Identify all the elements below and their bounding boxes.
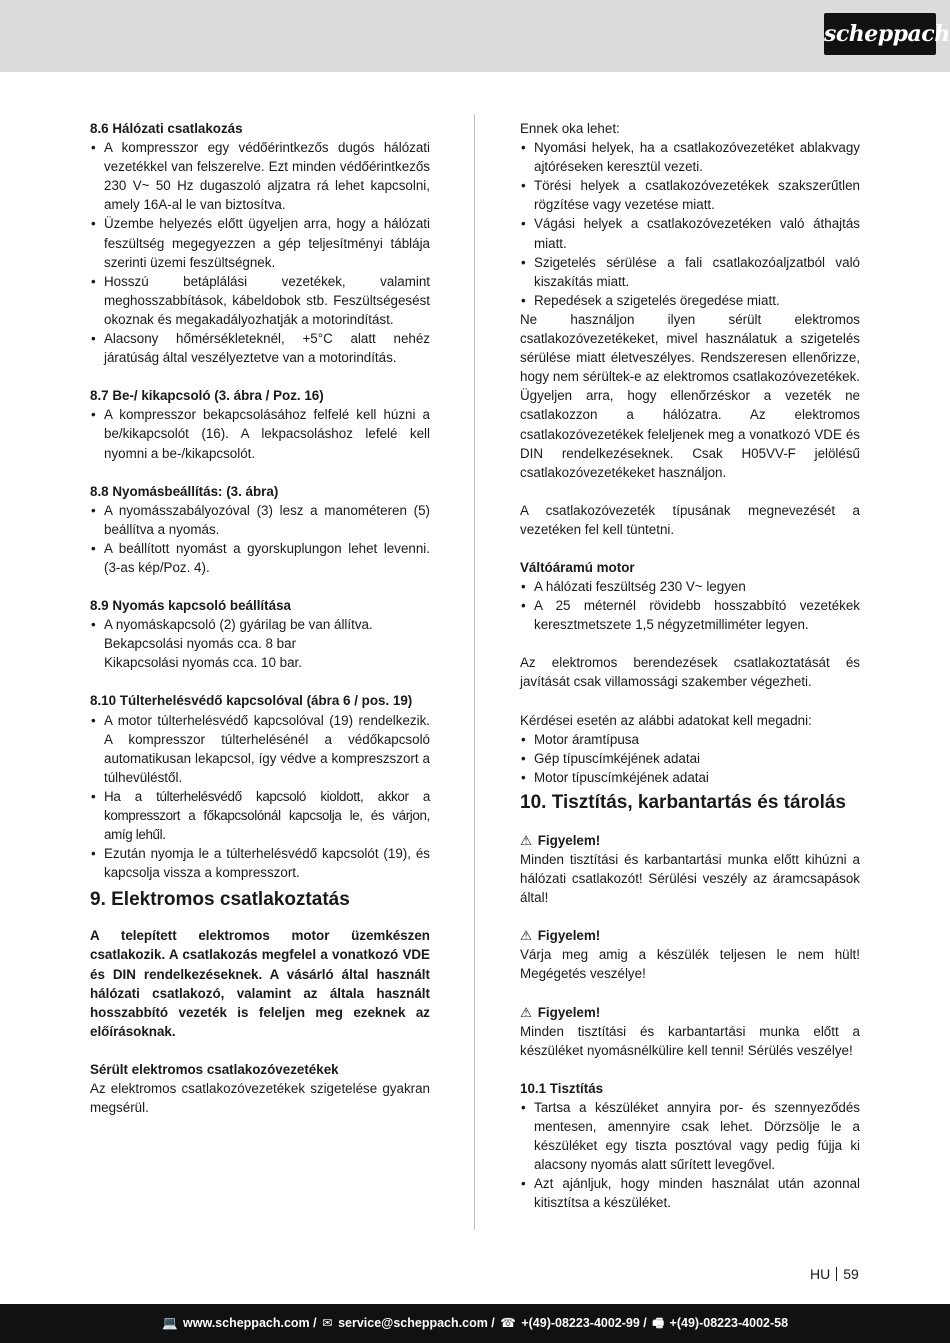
section-8-6-heading: 8.6 Hálózati csatlakozás — [90, 121, 243, 136]
phone-number: +(49)-08223-4002-99 / — [521, 1316, 647, 1330]
section-8-7-heading: 8.7 Be-/ kikapcsoló (3. ábra / Poz. 16) — [90, 388, 324, 404]
page-number — [810, 1264, 859, 1284]
left-column — [90, 119, 430, 1117]
section-8-10-list — [90, 711, 430, 883]
section-10-1-list — [520, 1098, 860, 1213]
right-column — [520, 119, 860, 1213]
on-pressure-text: Bekapcsolási nyomás cca. 8 bar — [104, 636, 297, 652]
header-bar — [0, 0, 950, 72]
section-9-title: 9. Elektromos csatlakoztatás — [90, 889, 350, 911]
column-divider — [474, 114, 475, 1230]
warning-label: Figyelem! — [537, 928, 601, 944]
warning-label: Figyelem! — [537, 832, 601, 848]
warning-text: Várja meg amig a készülék teljesen le nem hült! Megégetés veszélye! — [520, 947, 860, 982]
questions-intro: Kérdései esetén az alábbi adatokat kell megadni: — [520, 712, 812, 728]
expert-text: Az elektromos berendezések csatlakoztatását és javítását csak villamossági szakember végezheti. — [520, 655, 860, 690]
damaged-cables-text: Az elektromos csatlakozóvezetékek szigetelése gyakran megsérül. — [90, 1081, 430, 1116]
cable-type-text: A csatlakozóvezeték típusának megnevezését a vezetéken fel kell tüntetni. — [520, 502, 860, 537]
section-8-9-heading: 8.9 Nyomás kapcsoló beállítása — [90, 598, 291, 614]
section-8-9-list — [90, 615, 430, 634]
section-8-6-list — [90, 138, 430, 367]
list-item: • Hosszú betáplálási vezetékek, valamint meghosszabbítások, kábeldobok stb. Feszültségesést okoznak és megakadályozhatják a motorindítást. — [90, 272, 430, 329]
list-item: • A kompresszor egy védőérintkezős dugós hálózati vezetékkel van felszerelve. Ezt minden védőérintkezős 230 V~ 50 Hz dugaszoló aljzatra rá lehet kapcsolni, amely 16A-al le van biztosítva. — [90, 138, 430, 214]
section-8-7-list — [90, 405, 430, 462]
list-item: • Tartsa a készüléket annyira por- és szennyeződés mentesen, amennyire csak lehet. Dörzsölje le a készüléket egy tiszta posztóval vagy pedig fújja ki alacsony nyomás alatt sűrített levegővel. — [520, 1098, 860, 1174]
scheppach-logo: scheppach — [824, 13, 936, 55]
footer-bar — [0, 1304, 950, 1343]
list-item: • A beállított nyomást a gyorskuplungon lehet levenni. (3-as kép/Poz. 4). — [90, 539, 430, 577]
list-item: • Alacsony hőmérsékleteknél, +5°C alatt nehéz járatúság által veszélyeztetve van a motorindítás. — [90, 329, 430, 367]
mail-icon: ✉ — [322, 1316, 333, 1330]
page-number-value: 59 — [843, 1266, 859, 1282]
list-item: • Ha a túlterhelésvédő kapcsoló kioldott, akkor a kompresszort a főkapcsolónál kapcsolja le, és várjon, amíg lehűl. — [90, 787, 430, 844]
fax-number: +(49)-08223-4002-58 — [669, 1316, 789, 1330]
questions-list — [520, 730, 860, 787]
warning-heading — [520, 831, 860, 850]
section-8-10-heading: 8.10 Túlterhelésvédő kapcsolóval (ábra 6 / pos. 19) — [90, 693, 413, 709]
warning-icon: ⚠ — [520, 928, 533, 944]
warning-text: Minden tisztítási és karbantartási munka előtt kihúzni a hálózati csatlakozót! Sérülési veszély az áramcsapások által! — [520, 852, 860, 906]
list-item: • Ezután nyomja le a túlterhelésvédő kapcsolót (19), és kapcsolja vissza a kompresszort. — [90, 844, 430, 882]
off-pressure-text: Kikapcsolási nyomás cca. 10 bar. — [104, 655, 302, 671]
computer-icon: 💻 — [161, 1316, 178, 1330]
damaged-cables-heading: Sérült elektromos csatlakozóvezetékek — [90, 1061, 339, 1077]
list-item: • Törési helyek a csatlakozóvezetékek szakszerűtlen rögzítése vagy vezetése miatt. — [520, 176, 860, 214]
ac-motor-heading: Váltóáramú motor — [520, 559, 635, 575]
causes-intro: Ennek oka lehet: — [520, 121, 620, 136]
phone-icon: ☎ — [500, 1316, 516, 1330]
fax-icon: 🖷 — [652, 1316, 665, 1330]
language-code: HU — [810, 1266, 831, 1282]
email-link[interactable]: service@scheppach.com / — [338, 1316, 495, 1330]
ac-motor-list — [520, 577, 860, 634]
list-item: • A kompresszor bekapcsolásához felfelé kell húzni a be/kikapcsolót (16). A lekpacsoláshoz lefelé kell nyomni a be-/kikapcsolót. — [90, 405, 430, 462]
causes-list — [520, 138, 860, 310]
list-item: • A nyomáskapcsoló (2) gyárilag be van állítva. — [90, 615, 430, 634]
section-10-title: 10. Tisztítás, karbantartás és tárolás — [520, 791, 846, 813]
list-item: • Motor típuscímkéjének adatai — [520, 768, 860, 787]
list-item: • Szigetelés sérülése a fali csatlakozóaljzatból való kiszakítás miatt. — [520, 253, 860, 291]
warning-icon: ⚠ — [520, 832, 533, 848]
warning-label: Figyelem! — [537, 1004, 601, 1020]
warning-heading — [520, 1003, 860, 1022]
section-8-8-heading: 8.8 Nyomásbeállítás: (3. ábra) — [90, 483, 279, 499]
warning-text: Minden tisztítási és karbantartási munka előtt a készüléket nyomásnélkülire kell tenni! Sérülés veszélye! — [520, 1023, 860, 1058]
list-item: • Vágási helyek a csatlakozóvezetéken való áthajtás miatt. — [520, 214, 860, 252]
section-10-1-heading: 10.1 Tisztítás — [520, 1080, 604, 1096]
causes-paragraph: Ne használjon ilyen sérült elektromos csatlakozóvezetékeket, mivel használatuk a szigetelés sérülése miatt életveszélyes. Rendszeresen ellenőrizze, hogy nem sérültek-e az elektromos csatlakozóvezetékek. Ügyeljen arra, hogy ellenőrzéskor a vezeték ne csatlakozzon a hálózatra. Az elektromos csatlakozóvezetékek feleljenek meg a vonatkozó VDE és DIN rendelkezéseknek. Csak H05VV-F jelölésű csatlakozóvezetékeket használjon. — [520, 311, 860, 480]
list-item: • A motor túlterhelésvédő kapcsolóval (19) rendelkezik. A kompresszor túlterhelésénél a védőkapcsoló automatikusan lekapcsol, így védve a kompreszszort a túlhevüléstől. — [90, 711, 430, 787]
list-item: • A hálózati feszültség 230 V~ legyen — [520, 577, 860, 596]
website-link[interactable]: www.scheppach.com / — [183, 1316, 317, 1330]
warning-heading — [520, 926, 860, 945]
page-number-separator — [836, 1267, 837, 1281]
list-item: • A 25 méternél rövidebb hosszabbító vezetékek keresztmetszete 1,5 négyzetmilliméter legyen. — [520, 596, 860, 634]
section-8-8-list — [90, 501, 430, 577]
list-item: • Üzembe helyezés előtt ügyeljen arra, hogy a hálózati feszültség megegyezzen a gép teljesítményi táblája szerinti üzemi feszültségnek. — [90, 214, 430, 271]
section-9-intro: A telepített elektromos motor üzemkészen csatlakozik. A csatlakozás megfelel a vonatkozó VDE és DIN rendelkezéseknek. A vásárló által használt hálózati csatlakozó, valamint az általa használt hosszabbító vezeték is feleljen meg ezeknek az előírásoknak. — [90, 928, 430, 1039]
warning-icon: ⚠ — [520, 1004, 533, 1020]
list-item: • Azt ajánljuk, hogy minden használat után azonnal kitisztítsa a készüléket. — [520, 1174, 860, 1212]
list-item: • Nyomási helyek, ha a csatlakozóvezetéket ablakvagy ajtóréseken keresztül vezeti. — [520, 138, 860, 176]
list-item: • Motor áramtípusa — [520, 730, 860, 749]
list-item: • Gép típuscímkéjének adatai — [520, 749, 860, 768]
list-item: • Repedések a szigetelés öregedése miatt. — [520, 291, 860, 310]
list-item: • A nyomásszabályozóval (3) lesz a manométeren (5) beállítva a nyomás. — [90, 501, 430, 539]
